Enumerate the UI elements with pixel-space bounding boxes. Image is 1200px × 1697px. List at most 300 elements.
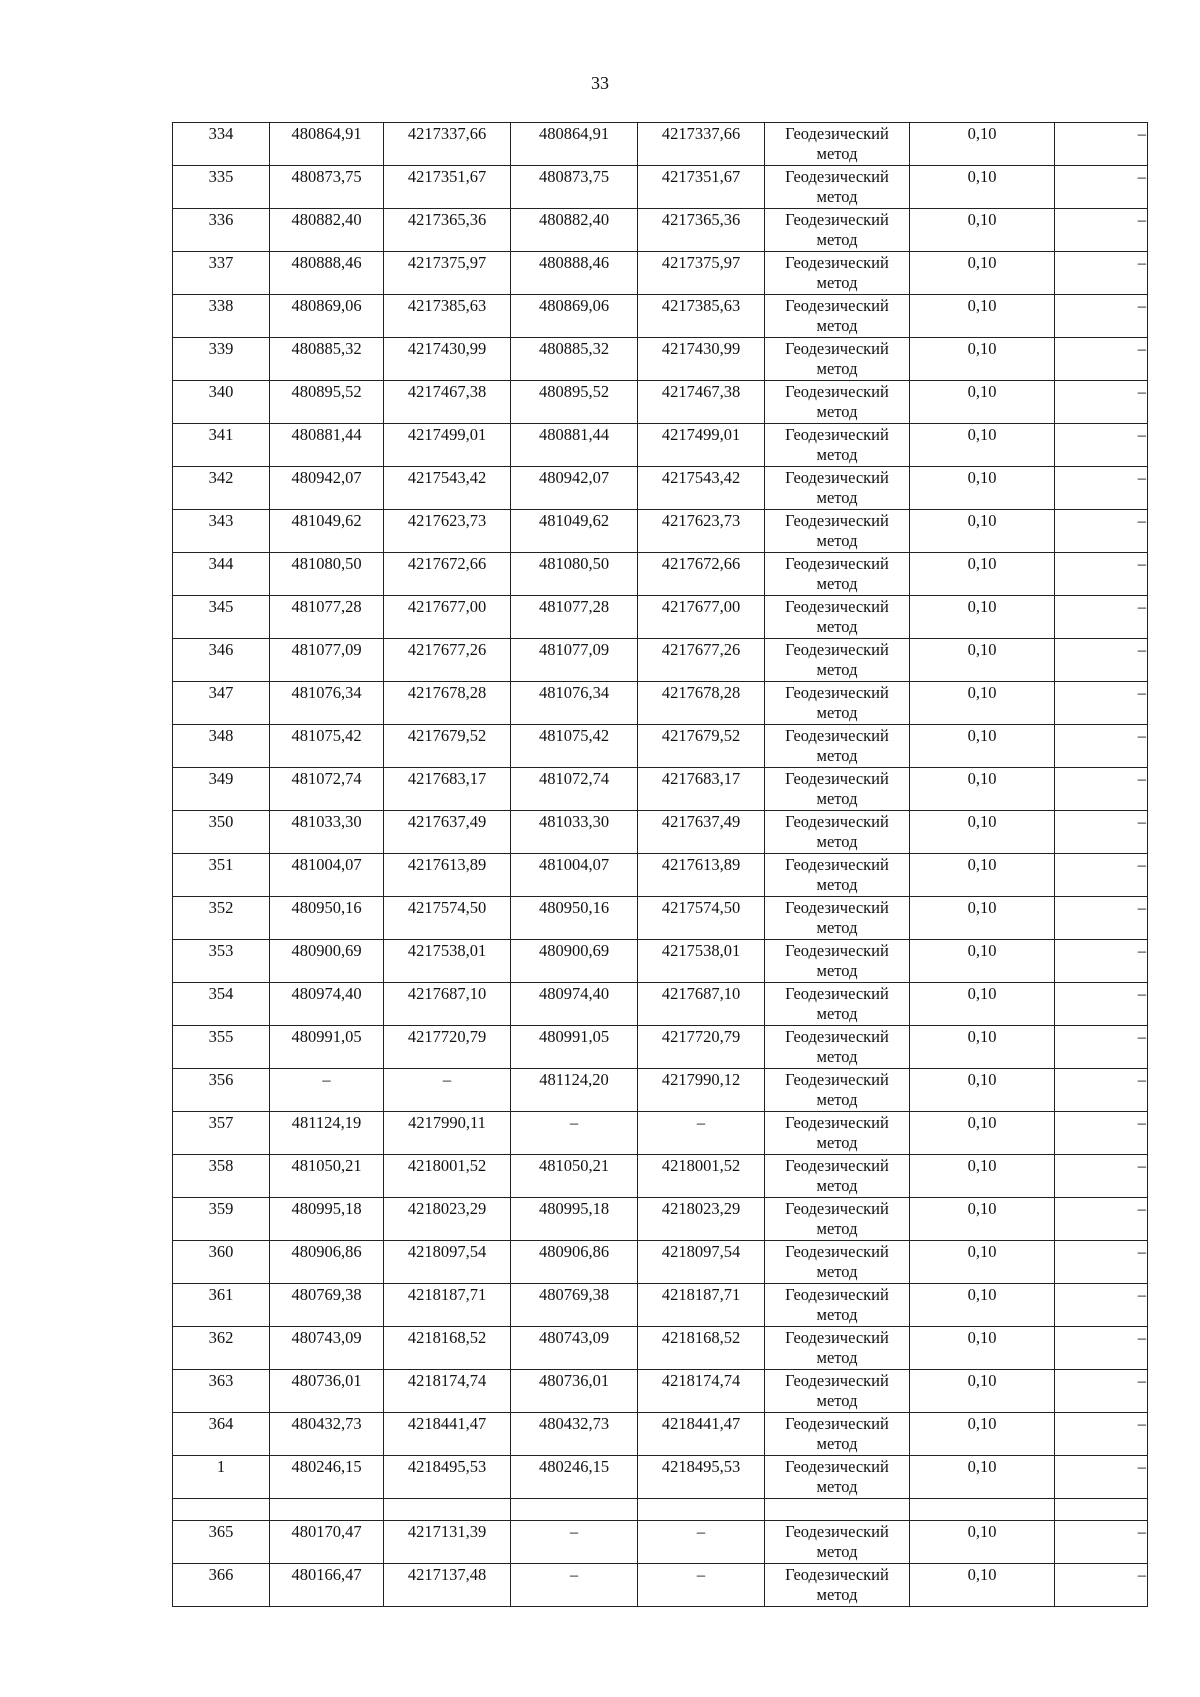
note-dash: – (1137, 1027, 1146, 1046)
method-cell: Геодезический метод (765, 596, 910, 639)
point-number-cell: 345 (173, 596, 270, 639)
note-dash: – (1137, 1113, 1146, 1132)
accuracy-cell: 0,10 (910, 1198, 1055, 1241)
method-cell: Геодезический метод (765, 1413, 910, 1456)
point-number-cell: 357 (173, 1112, 270, 1155)
note-cell (1055, 209, 1148, 252)
existing-x-cell: 480869,06 (270, 295, 384, 338)
refined-x-cell: 481076,34 (511, 682, 638, 725)
point-number-cell: 361 (173, 1284, 270, 1327)
accuracy-cell: 0,10 (910, 295, 1055, 338)
point-number-cell: 350 (173, 811, 270, 854)
existing-x-cell: 480166,47 (270, 1564, 384, 1607)
note-dash: – (1137, 855, 1146, 874)
existing-y-cell: 4217623,73 (384, 510, 511, 553)
table-row (173, 1198, 1148, 1241)
note-dash: – (1137, 511, 1146, 530)
existing-y-cell: 4217672,66 (384, 553, 511, 596)
note-cell (1055, 510, 1148, 553)
note-dash: – (1137, 1199, 1146, 1218)
refined-x-cell: 481124,20 (511, 1069, 638, 1112)
refined-y-cell: 4217672,66 (638, 553, 765, 596)
existing-y-cell: 4217720,79 (384, 1026, 511, 1069)
method-cell: Геодезический метод (765, 1456, 910, 1499)
method-cell: Геодезический метод (765, 1112, 910, 1155)
method-cell: Геодезический метод (765, 295, 910, 338)
accuracy-cell: 0,10 (910, 553, 1055, 596)
table-row (173, 1327, 1148, 1370)
refined-y-cell: 4218023,29 (638, 1198, 765, 1241)
existing-y-cell: 4218001,52 (384, 1155, 511, 1198)
accuracy-cell: 0,10 (910, 854, 1055, 897)
existing-x-cell: 481072,74 (270, 768, 384, 811)
table-row (173, 1456, 1148, 1499)
existing-x-cell: 481080,50 (270, 553, 384, 596)
refined-y-cell: 4218441,47 (638, 1413, 765, 1456)
table-row (173, 811, 1148, 854)
refined-y-cell: 4217365,36 (638, 209, 765, 252)
refined-x-cell: 480882,40 (511, 209, 638, 252)
accuracy-cell: 0,10 (910, 1026, 1055, 1069)
existing-x-cell: 481124,19 (270, 1112, 384, 1155)
existing-y-cell: 4217677,00 (384, 596, 511, 639)
refined-y-cell: – (638, 1112, 765, 1155)
refined-y-cell: 4218187,71 (638, 1284, 765, 1327)
note-dash: – (1137, 1457, 1146, 1476)
accuracy-cell: 0,10 (910, 381, 1055, 424)
refined-x-cell: – (511, 1112, 638, 1155)
method-cell: Геодезический метод (765, 682, 910, 725)
table-row (173, 424, 1148, 467)
point-number-cell: 334 (173, 123, 270, 166)
accuracy-cell: 0,10 (910, 1284, 1055, 1327)
point-number-cell: 358 (173, 1155, 270, 1198)
existing-x-cell: 481004,07 (270, 854, 384, 897)
note-cell (1055, 1284, 1148, 1327)
point-number-cell: 360 (173, 1241, 270, 1284)
existing-y-cell: 4217687,10 (384, 983, 511, 1026)
table-row (173, 1284, 1148, 1327)
empty-cell (1055, 1499, 1148, 1521)
accuracy-cell: 0,10 (910, 209, 1055, 252)
existing-x-cell: 480769,38 (270, 1284, 384, 1327)
method-cell: Геодезический метод (765, 811, 910, 854)
note-dash: – (1137, 1371, 1146, 1390)
accuracy-cell: 0,10 (910, 424, 1055, 467)
existing-x-cell: 480900,69 (270, 940, 384, 983)
refined-y-cell: 4217538,01 (638, 940, 765, 983)
table-row (173, 897, 1148, 940)
existing-y-cell: 4217990,11 (384, 1112, 511, 1155)
table-row (173, 1413, 1148, 1456)
existing-y-cell: 4218441,47 (384, 1413, 511, 1456)
note-cell (1055, 725, 1148, 768)
note-cell (1055, 553, 1148, 596)
accuracy-cell: 0,10 (910, 983, 1055, 1026)
accuracy-cell: 0,10 (910, 467, 1055, 510)
refined-x-cell: 480246,15 (511, 1456, 638, 1499)
method-cell: Геодезический метод (765, 252, 910, 295)
existing-y-cell: 4218097,54 (384, 1241, 511, 1284)
table-row (173, 252, 1148, 295)
refined-y-cell: 4217351,67 (638, 166, 765, 209)
existing-y-cell: – (384, 1069, 511, 1112)
note-cell (1055, 1112, 1148, 1155)
accuracy-cell: 0,10 (910, 897, 1055, 940)
note-cell (1055, 1456, 1148, 1499)
existing-x-cell: 481077,09 (270, 639, 384, 682)
refined-x-cell: 480888,46 (511, 252, 638, 295)
point-number-cell: 348 (173, 725, 270, 768)
refined-x-cell: 480950,16 (511, 897, 638, 940)
existing-y-cell: 4217137,48 (384, 1564, 511, 1607)
note-dash: – (1137, 812, 1146, 831)
refined-x-cell: 480769,38 (511, 1284, 638, 1327)
existing-y-cell: 4217337,66 (384, 123, 511, 166)
note-cell (1055, 295, 1148, 338)
existing-x-cell: 481033,30 (270, 811, 384, 854)
refined-y-cell: 4217574,50 (638, 897, 765, 940)
refined-y-cell: 4217543,42 (638, 467, 765, 510)
refined-x-cell: 481072,74 (511, 768, 638, 811)
note-dash: – (1137, 468, 1146, 487)
existing-y-cell: 4217613,89 (384, 854, 511, 897)
accuracy-cell: 0,10 (910, 768, 1055, 811)
table-row (173, 510, 1148, 553)
existing-x-cell: 481075,42 (270, 725, 384, 768)
existing-y-cell: 4217574,50 (384, 897, 511, 940)
table-body (173, 123, 1148, 1607)
accuracy-cell: 0,10 (910, 1155, 1055, 1198)
refined-x-cell: 481033,30 (511, 811, 638, 854)
existing-x-cell: 480906,86 (270, 1241, 384, 1284)
method-cell: Геодезический метод (765, 639, 910, 682)
note-cell (1055, 811, 1148, 854)
method-cell: Геодезический метод (765, 940, 910, 983)
table-row (173, 768, 1148, 811)
table-row (173, 553, 1148, 596)
note-cell (1055, 1564, 1148, 1607)
table-row (173, 295, 1148, 338)
refined-y-cell: 4217623,73 (638, 510, 765, 553)
table-row (173, 1112, 1148, 1155)
note-dash: – (1137, 726, 1146, 745)
accuracy-cell: 0,10 (910, 1456, 1055, 1499)
accuracy-cell: 0,10 (910, 1241, 1055, 1284)
existing-x-cell: – (270, 1069, 384, 1112)
note-dash: – (1137, 640, 1146, 659)
note-dash: – (1137, 425, 1146, 444)
point-number-cell: 366 (173, 1564, 270, 1607)
point-number-cell: 363 (173, 1370, 270, 1413)
note-cell (1055, 854, 1148, 897)
note-cell (1055, 123, 1148, 166)
existing-x-cell: 480995,18 (270, 1198, 384, 1241)
existing-y-cell: 4218174,74 (384, 1370, 511, 1413)
refined-x-cell: 481080,50 (511, 553, 638, 596)
refined-x-cell: – (511, 1521, 638, 1564)
refined-x-cell: 481077,09 (511, 639, 638, 682)
note-cell (1055, 639, 1148, 682)
note-cell (1055, 768, 1148, 811)
point-number-cell: 339 (173, 338, 270, 381)
table-row (173, 1370, 1148, 1413)
note-dash: – (1137, 1414, 1146, 1433)
table-row (173, 596, 1148, 639)
method-cell: Геодезический метод (765, 467, 910, 510)
existing-y-cell: 4217131,39 (384, 1521, 511, 1564)
table-row (173, 639, 1148, 682)
point-number-cell: 356 (173, 1069, 270, 1112)
note-dash: – (1137, 1070, 1146, 1089)
refined-x-cell: 481075,42 (511, 725, 638, 768)
point-number-cell: 337 (173, 252, 270, 295)
point-number-cell: 344 (173, 553, 270, 596)
existing-x-cell: 480246,15 (270, 1456, 384, 1499)
existing-x-cell: 480942,07 (270, 467, 384, 510)
note-cell (1055, 338, 1148, 381)
refined-y-cell: 4217990,12 (638, 1069, 765, 1112)
table-row (173, 123, 1148, 166)
accuracy-cell: 0,10 (910, 596, 1055, 639)
accuracy-cell: 0,10 (910, 682, 1055, 725)
note-dash: – (1137, 296, 1146, 315)
accuracy-cell: 0,10 (910, 940, 1055, 983)
refined-x-cell: 480995,18 (511, 1198, 638, 1241)
note-cell (1055, 1370, 1148, 1413)
empty-cell (511, 1499, 638, 1521)
note-cell (1055, 166, 1148, 209)
existing-y-cell: 4217683,17 (384, 768, 511, 811)
existing-x-cell: 480873,75 (270, 166, 384, 209)
accuracy-cell: 0,10 (910, 1564, 1055, 1607)
note-dash: – (1137, 253, 1146, 272)
note-cell (1055, 682, 1148, 725)
refined-y-cell: – (638, 1521, 765, 1564)
existing-x-cell: 481050,21 (270, 1155, 384, 1198)
refined-y-cell: 4218168,52 (638, 1327, 765, 1370)
accuracy-cell: 0,10 (910, 510, 1055, 553)
method-cell: Геодезический метод (765, 123, 910, 166)
method-cell: Геодезический метод (765, 381, 910, 424)
refined-x-cell: 480869,06 (511, 295, 638, 338)
note-cell (1055, 983, 1148, 1026)
table-row (173, 1069, 1148, 1112)
note-dash: – (1137, 898, 1146, 917)
table-row (173, 1521, 1148, 1564)
existing-x-cell: 480888,46 (270, 252, 384, 295)
existing-y-cell: 4217430,99 (384, 338, 511, 381)
note-cell (1055, 1521, 1148, 1564)
note-cell (1055, 1069, 1148, 1112)
point-number-cell: 346 (173, 639, 270, 682)
existing-y-cell: 4218187,71 (384, 1284, 511, 1327)
method-cell: Геодезический метод (765, 897, 910, 940)
existing-y-cell: 4217467,38 (384, 381, 511, 424)
method-cell: Геодезический метод (765, 983, 910, 1026)
existing-x-cell: 481076,34 (270, 682, 384, 725)
point-number-cell: 342 (173, 467, 270, 510)
refined-x-cell: 481004,07 (511, 854, 638, 897)
refined-x-cell: 480736,01 (511, 1370, 638, 1413)
note-dash: – (1137, 1522, 1146, 1541)
note-dash: – (1137, 554, 1146, 573)
refined-y-cell: 4218495,53 (638, 1456, 765, 1499)
point-number-cell: 338 (173, 295, 270, 338)
method-cell: Геодезический метод (765, 768, 910, 811)
method-cell: Геодезический метод (765, 854, 910, 897)
refined-x-cell: – (511, 1564, 638, 1607)
point-number-cell: 354 (173, 983, 270, 1026)
existing-y-cell: 4217677,26 (384, 639, 511, 682)
existing-y-cell: 4217375,97 (384, 252, 511, 295)
existing-y-cell: 4217385,63 (384, 295, 511, 338)
note-dash: – (1137, 941, 1146, 960)
refined-y-cell: 4217637,49 (638, 811, 765, 854)
refined-y-cell: 4217677,00 (638, 596, 765, 639)
existing-y-cell: 4217351,67 (384, 166, 511, 209)
refined-x-cell: 480743,09 (511, 1327, 638, 1370)
refined-y-cell: 4217375,97 (638, 252, 765, 295)
existing-y-cell: 4217365,36 (384, 209, 511, 252)
accuracy-cell: 0,10 (910, 725, 1055, 768)
point-number-cell: 352 (173, 897, 270, 940)
note-dash: – (1137, 339, 1146, 358)
table-row (173, 682, 1148, 725)
refined-x-cell: 480991,05 (511, 1026, 638, 1069)
note-dash: – (1137, 1285, 1146, 1304)
table-row (173, 1155, 1148, 1198)
note-dash: – (1137, 1242, 1146, 1261)
refined-x-cell: 480864,91 (511, 123, 638, 166)
existing-x-cell: 480170,47 (270, 1521, 384, 1564)
refined-x-cell: 480873,75 (511, 166, 638, 209)
note-cell (1055, 424, 1148, 467)
refined-y-cell: 4217679,52 (638, 725, 765, 768)
note-dash: – (1137, 1328, 1146, 1347)
existing-y-cell: 4217678,28 (384, 682, 511, 725)
accuracy-cell: 0,10 (910, 252, 1055, 295)
existing-x-cell: 480743,09 (270, 1327, 384, 1370)
point-number-cell: 351 (173, 854, 270, 897)
existing-y-cell: 4217543,42 (384, 467, 511, 510)
existing-y-cell: 4218023,29 (384, 1198, 511, 1241)
existing-y-cell: 4217499,01 (384, 424, 511, 467)
refined-x-cell: 480974,40 (511, 983, 638, 1026)
accuracy-cell: 0,10 (910, 1327, 1055, 1370)
empty-cell (270, 1499, 384, 1521)
note-cell (1055, 252, 1148, 295)
accuracy-cell: 0,10 (910, 811, 1055, 854)
empty-cell (384, 1499, 511, 1521)
existing-y-cell: 4217538,01 (384, 940, 511, 983)
refined-x-cell: 480895,52 (511, 381, 638, 424)
existing-x-cell: 480432,73 (270, 1413, 384, 1456)
point-number-cell: 1 (173, 1456, 270, 1499)
table-row (173, 725, 1148, 768)
note-cell (1055, 1413, 1148, 1456)
method-cell: Геодезический метод (765, 553, 910, 596)
note-cell (1055, 1198, 1148, 1241)
point-number-cell: 362 (173, 1327, 270, 1370)
refined-y-cell: – (638, 1564, 765, 1607)
note-dash: – (1137, 597, 1146, 616)
empty-cell (173, 1499, 270, 1521)
note-dash: – (1137, 1156, 1146, 1175)
table-row (173, 1564, 1148, 1607)
method-cell: Геодезический метод (765, 166, 910, 209)
accuracy-cell: 0,10 (910, 123, 1055, 166)
existing-x-cell: 481077,28 (270, 596, 384, 639)
refined-x-cell: 480900,69 (511, 940, 638, 983)
refined-y-cell: 4217385,63 (638, 295, 765, 338)
refined-x-cell: 480881,44 (511, 424, 638, 467)
refined-y-cell: 4217337,66 (638, 123, 765, 166)
refined-y-cell: 4217677,26 (638, 639, 765, 682)
method-cell: Геодезический метод (765, 1564, 910, 1607)
accuracy-cell: 0,10 (910, 166, 1055, 209)
refined-y-cell: 4217687,10 (638, 983, 765, 1026)
empty-cell (638, 1499, 765, 1521)
note-cell (1055, 1026, 1148, 1069)
existing-x-cell: 480881,44 (270, 424, 384, 467)
method-cell: Геодезический метод (765, 424, 910, 467)
method-cell: Геодезический метод (765, 1198, 910, 1241)
refined-x-cell: 480885,32 (511, 338, 638, 381)
method-cell: Геодезический метод (765, 209, 910, 252)
table-row (173, 940, 1148, 983)
refined-y-cell: 4217467,38 (638, 381, 765, 424)
point-number-cell: 359 (173, 1198, 270, 1241)
method-cell: Геодезический метод (765, 1521, 910, 1564)
table-row (173, 166, 1148, 209)
table-row (173, 854, 1148, 897)
point-number-cell: 364 (173, 1413, 270, 1456)
accuracy-cell: 0,10 (910, 639, 1055, 682)
existing-y-cell: 4217679,52 (384, 725, 511, 768)
refined-y-cell: 4218001,52 (638, 1155, 765, 1198)
table-row (173, 1026, 1148, 1069)
point-number-cell: 341 (173, 424, 270, 467)
refined-y-cell: 4217678,28 (638, 682, 765, 725)
point-number-cell: 335 (173, 166, 270, 209)
method-cell: Геодезический метод (765, 1155, 910, 1198)
method-cell: Геодезический метод (765, 510, 910, 553)
accuracy-cell: 0,10 (910, 1069, 1055, 1112)
note-cell (1055, 596, 1148, 639)
point-number-cell: 340 (173, 381, 270, 424)
note-cell (1055, 940, 1148, 983)
note-dash: – (1137, 210, 1146, 229)
note-cell (1055, 1155, 1148, 1198)
table-row (173, 381, 1148, 424)
existing-x-cell: 480864,91 (270, 123, 384, 166)
note-cell (1055, 467, 1148, 510)
refined-y-cell: 4218174,74 (638, 1370, 765, 1413)
point-number-cell: 336 (173, 209, 270, 252)
note-dash: – (1137, 769, 1146, 788)
refined-x-cell: 481077,28 (511, 596, 638, 639)
method-cell: Геодезический метод (765, 1370, 910, 1413)
existing-x-cell: 480950,16 (270, 897, 384, 940)
refined-x-cell: 481049,62 (511, 510, 638, 553)
note-dash: – (1137, 984, 1146, 1003)
refined-y-cell: 4217683,17 (638, 768, 765, 811)
existing-x-cell: 480885,32 (270, 338, 384, 381)
existing-x-cell: 481049,62 (270, 510, 384, 553)
accuracy-cell: 0,10 (910, 338, 1055, 381)
existing-y-cell: 4217637,49 (384, 811, 511, 854)
